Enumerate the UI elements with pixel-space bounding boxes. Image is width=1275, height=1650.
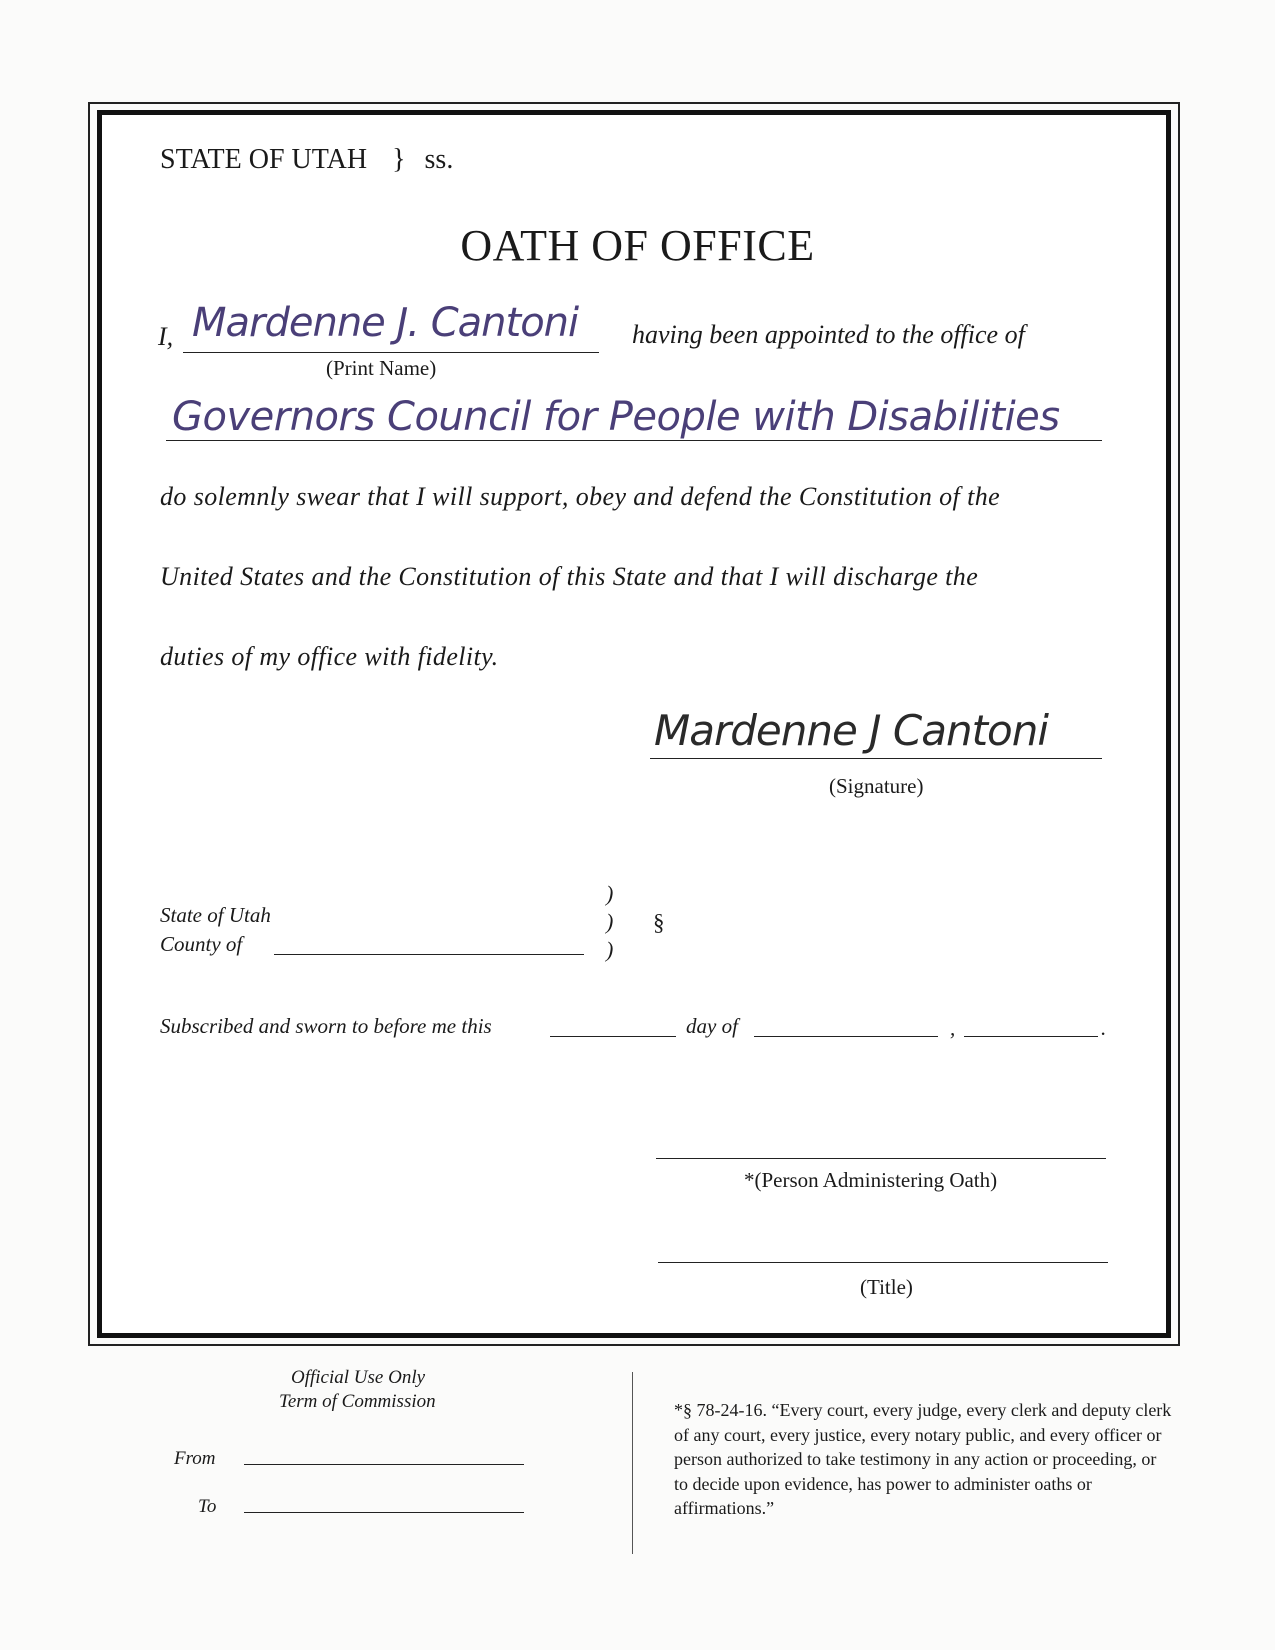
month-line	[754, 1036, 938, 1037]
to-line	[244, 1512, 524, 1513]
office-line	[166, 440, 1102, 441]
handwritten-name: Mardenne J. Cantoni	[192, 300, 579, 346]
state-label: STATE OF UTAH	[160, 144, 368, 175]
administering-caption: *(Person Administering Oath)	[744, 1168, 998, 1192]
print-name-line	[183, 352, 599, 353]
state-header	[160, 144, 453, 176]
county-line	[274, 954, 584, 955]
document-title: OATH OF OFFICE	[460, 221, 815, 270]
period: .	[1101, 1016, 1107, 1040]
brace: }	[392, 144, 406, 175]
from-label: From	[174, 1448, 216, 1469]
official-use-heading: Official Use Only	[291, 1367, 426, 1388]
paren-3: )	[606, 937, 614, 962]
title-line	[658, 1262, 1108, 1263]
signature-line	[650, 758, 1102, 759]
i-prefix: I,	[158, 322, 174, 351]
paren-1: )	[606, 881, 614, 906]
handwritten-office: Governors Council for People with Disabilities	[172, 394, 1060, 440]
venue-state: State of Utah	[160, 903, 271, 927]
oath-line-3: duties of my office with fidelity.	[160, 642, 499, 671]
year-line	[964, 1036, 1098, 1037]
title-caption: (Title)	[860, 1275, 913, 1299]
administering-line	[656, 1158, 1106, 1159]
section-symbol: §	[653, 910, 665, 935]
day-of-text: day of	[686, 1014, 738, 1038]
statute-footnote: *§ 78-24-16. “Every court, every judge, every clerk and deputy clerk of any court, every justice, every notary public, and every officer or person authorized to take testimony in any action or proceeding, or to decide upon evidence, has power to administer oaths or affirmations.”	[674, 1400, 1172, 1518]
footer-divider	[632, 1372, 633, 1554]
oath-line-2: United States and the Constitution of this State and that I will discharge the	[160, 562, 979, 591]
to-label: To	[198, 1496, 217, 1517]
handwritten-signature: Mardenne J Cantoni	[654, 706, 1049, 755]
subscribed-text: Subscribed and sworn to before me this	[160, 1014, 492, 1038]
venue-parens	[606, 880, 613, 964]
signature-caption: (Signature)	[829, 774, 924, 798]
print-name-caption: (Print Name)	[326, 356, 437, 380]
day-line	[550, 1036, 676, 1037]
oath-line-1: do solemnly swear that I will support, obey and defend the Constitution of the	[160, 482, 1001, 511]
ss-label: ss.	[424, 144, 454, 175]
from-line	[244, 1464, 524, 1465]
term-heading: Term of Commission	[279, 1391, 436, 1412]
paren-2: )	[606, 909, 614, 934]
comma: ,	[950, 1016, 956, 1040]
appointed-text: having been appointed to the office of	[632, 320, 1025, 349]
venue-county: County of	[160, 932, 243, 956]
